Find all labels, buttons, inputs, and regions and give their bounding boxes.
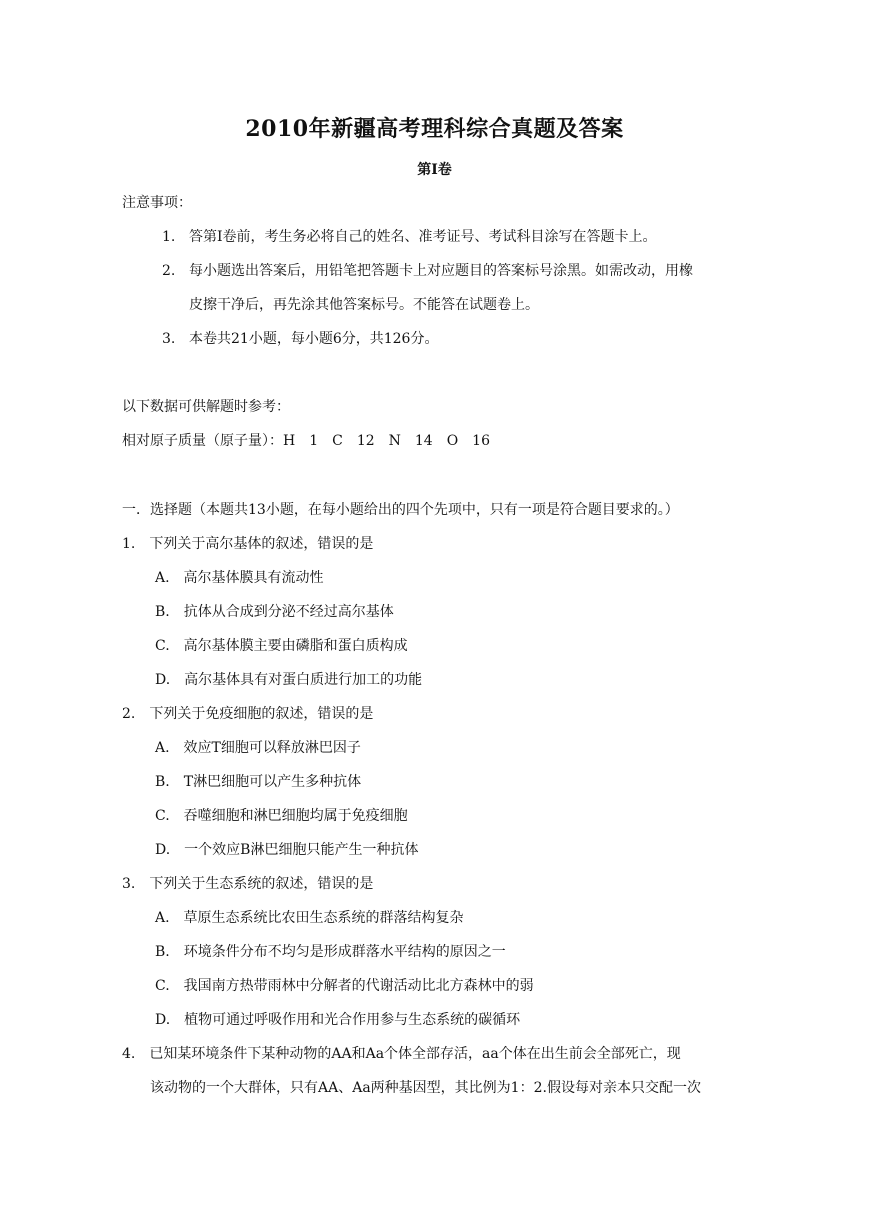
question-1-option-d: D. 高尔基体具有对蛋白质进行加工的功能 [155, 672, 423, 688]
question-3-option-a: A. 草原生态系统比农田生态系统的群落结构复杂 [155, 910, 464, 926]
question-3-option-d: D. 植物可通过呼吸作用和光合作用参与生态系统的碳循环 [155, 1012, 521, 1028]
section-heading: 一．选择题（本题共13小题，在每小题给出的四个先项中，只有一项是符合题目要求的。） [122, 502, 679, 518]
note-number: 1. [162, 229, 176, 245]
question-3-option-b: B. 环境条件分布不均匀是形成群落水平结构的原因之一 [155, 944, 506, 960]
document-title: 2010年新疆高考理科综合真题及答案 [245, 116, 624, 142]
question-1-stem: 1. 下列关于高尔基体的叙述，错误的是 [122, 536, 374, 552]
question-3-option-c: C. 我国南方热带雨林中分解者的代谢活动比北方森林中的弱 [155, 978, 534, 994]
question-1-option-a: A. 高尔基体膜具有流动性 [155, 570, 324, 586]
question-4-stem-line-2: 该动物的一个大群体，只有AA、Aa两种基因型，其比例为1：2.假设每对亲本只交配一次 [150, 1080, 701, 1096]
question-3-stem: 3. 下列关于生态系统的叙述，错误的是 [122, 876, 374, 892]
notes-heading: 注意事项： [122, 195, 192, 211]
note-number: 2. [162, 263, 176, 279]
question-2-stem: 2. 下列关于免疫细胞的叙述，错误的是 [122, 706, 374, 722]
reference-data: 相对原子质量（原子量）：H 1 C 12 N 14 O 16 [122, 433, 490, 449]
question-2-option-b: B. T淋巴细胞可以产生多种抗体 [155, 774, 362, 790]
question-2-option-a: A. 效应T细胞可以释放淋巴因子 [155, 740, 361, 756]
section-subtitle: 第Ⅰ卷 [417, 162, 452, 178]
question-2-option-c: C. 吞噬细胞和淋巴细胞均属于免疫细胞 [155, 808, 408, 824]
question-2-option-d: D. 一个效应B淋巴细胞只能产生一种抗体 [155, 842, 419, 858]
question-1-option-b: B. 抗体从合成到分泌不经过高尔基体 [155, 604, 394, 620]
note-text: 每小题选出答案后，用铅笔把答题卡上对应题目的答案标号涂黑。如需改动，用橡 [189, 263, 693, 279]
question-4-stem-line-1: 4. 已知某环境条件下某种动物的AA和Aa个体全部存活，aa个体在出生前会全部死亡，现 [122, 1046, 681, 1062]
note-number: 3. [162, 331, 176, 347]
note-item-3 [162, 329, 438, 349]
reference-heading: 以下数据可供解题时参考： [122, 399, 290, 415]
question-1-option-c: C. 高尔基体膜主要由磷脂和蛋白质构成 [155, 638, 408, 654]
note-text: 本卷共21小题，每小题6分，共126分。 [189, 331, 439, 347]
note-item-2-continued: 皮擦干净后，再先涂其他答案标号。不能答在试题卷上。 [189, 297, 539, 313]
note-item-2 [162, 261, 693, 281]
note-item-1 [162, 227, 657, 247]
note-text: 答第Ⅰ卷前，考生务必将自己的姓名、准考证号、考试科目涂写在答题卡上。 [189, 229, 657, 245]
